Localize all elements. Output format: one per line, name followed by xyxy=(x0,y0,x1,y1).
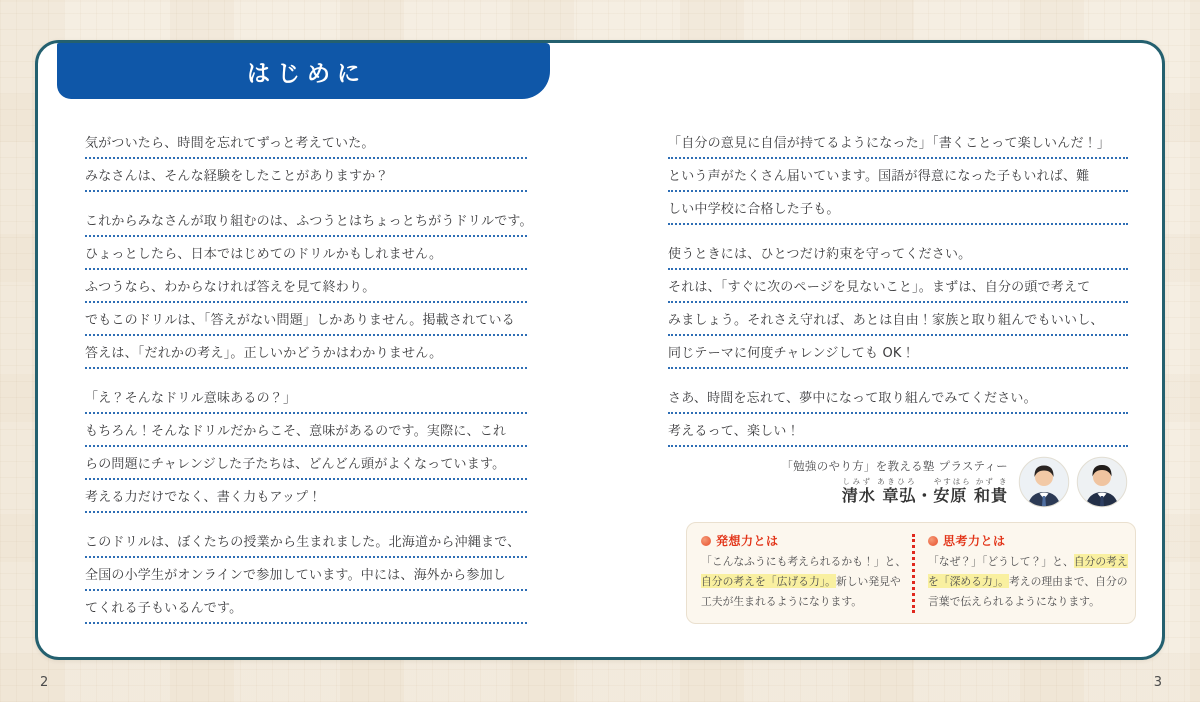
text-line: もちろん！そんなドリルだからこそ、意味があるのです。実際に、これ xyxy=(85,423,527,447)
text-line: 「え？そんなドリル意味あるの？」 xyxy=(85,390,527,414)
text-line: 考えるって、楽しい！ xyxy=(668,423,1128,447)
text-line: という声がたくさん届いています。国語が得意になった子もいれば、難 xyxy=(668,168,1128,192)
info-text-line: 「なぜ？」「どうして？」と、自分の考え xyxy=(928,555,1128,568)
page-card xyxy=(35,40,1165,660)
text-line: 気がついたら、時間を忘れてずっと考えていた。 xyxy=(85,135,527,159)
text-line: しい中学校に合格した子も。 xyxy=(668,201,1128,225)
text-line: 考える力だけでなく、書く力もアップ！ xyxy=(85,489,527,513)
idea-skill-section xyxy=(701,532,912,615)
thinking-skill-title: 思考力とは xyxy=(943,534,1006,548)
paragraph xyxy=(668,246,1128,369)
text-line: 答えは、「だれかの考え」。正しいかどうかはわかりません。 xyxy=(85,345,527,369)
text-line: さあ、時間を忘れて、夢中になって取り組んでみてください。 xyxy=(668,390,1128,414)
name-separator: ・ xyxy=(916,486,934,505)
thinking-skill-section xyxy=(915,532,1126,615)
orange-dot-icon xyxy=(701,536,711,546)
paragraph xyxy=(85,135,527,192)
section-header-tab xyxy=(57,43,550,99)
info-text-line: を「深める力」。考えの理由まで、自分の xyxy=(928,575,1128,588)
text-line: みましょう。それさえ守れば、あとは自由！家族と取り組んでもいいし、 xyxy=(668,312,1128,336)
author-photos xyxy=(1018,456,1128,508)
info-text-line: 言葉で伝えられるようになります。 xyxy=(928,595,1100,608)
text-line: ふつうなら、わからなければ答えを見て終わり。 xyxy=(85,279,527,303)
author-avatar-yasuhara-icon xyxy=(1076,456,1128,508)
author-name-shimizu: 清水 章弘しみず あきひろ xyxy=(841,477,917,505)
left-text-column xyxy=(85,135,533,645)
page-number-right: 3 xyxy=(1153,675,1162,690)
authors-block xyxy=(668,456,1128,508)
idea-skill-title: 発想力とは xyxy=(716,534,779,548)
highlighted-text: 自分の考えを「広げる力」。 xyxy=(701,575,836,588)
orange-dot-icon xyxy=(928,536,938,546)
info-text-line: 自分の考えを「広げる力」。新しい発見や xyxy=(701,575,901,588)
idea-skill-heading xyxy=(701,532,904,549)
text-line: 同じテーマに何度チャレンジしても OK！ xyxy=(668,345,1128,369)
right-text-column xyxy=(668,135,1128,624)
text-line: でもこのドリルは、「答えがない問題」しかありません。掲載されている xyxy=(85,312,527,336)
paragraph xyxy=(85,390,527,513)
author-name-yasuhara: 安原 和貴やすはら かず き xyxy=(933,477,1008,505)
info-text-line: 「こんなふうにも考えられるかも！」と、 xyxy=(701,555,907,568)
author-avatar-shimizu-icon xyxy=(1018,456,1070,508)
authors-affiliation: 「勉強のやり方」を教える塾 プラスティー xyxy=(781,459,1008,473)
text-line: ひょっとしたら、日本ではじめてのドリルかもしれません。 xyxy=(85,246,527,270)
text-line: このドリルは、ぼくたちの授業から生まれました。北海道から沖縄まで、 xyxy=(85,534,527,558)
thinking-skill-heading xyxy=(928,532,1126,549)
paragraph xyxy=(85,213,533,369)
text-line: 「自分の意見に自信が持てるようになった」「書くことって楽しいんだ！」 xyxy=(668,135,1128,159)
authors-names xyxy=(781,477,1008,506)
authors-text xyxy=(781,458,1008,506)
text-line: 使うときには、ひとつだけ約束を守ってください。 xyxy=(668,246,1128,270)
text-line: これからみなさんが取り組むのは、ふつうとはちょっとちがうドリルです。 xyxy=(85,213,527,237)
paragraph xyxy=(668,135,1128,225)
page-number-left: 2 xyxy=(40,675,49,690)
skills-info-box xyxy=(686,522,1136,624)
highlighted-text: を「深める力」。 xyxy=(928,575,1009,588)
text-line: らの問題にチャレンジした子たちは、どんどん頭がよくなっています。 xyxy=(85,456,527,480)
paragraph xyxy=(668,390,1128,447)
highlighted-text: 自分の考え xyxy=(1073,555,1128,568)
page-title: はじめに xyxy=(247,60,367,87)
paragraph xyxy=(85,534,527,624)
text-line: てくれる子もいるんです。 xyxy=(85,600,527,624)
info-text-line: 工夫が生まれるようになります。 xyxy=(701,595,863,608)
text-line: 全国の小学生がオンラインで参加しています。中には、海外から参加し xyxy=(85,567,527,591)
text-line: みなさんは、そんな経験をしたことがありますか？ xyxy=(85,168,527,192)
text-line: それは、「すぐに次のページを見ないこと」。まずは、自分の頭で考えて xyxy=(668,279,1128,303)
